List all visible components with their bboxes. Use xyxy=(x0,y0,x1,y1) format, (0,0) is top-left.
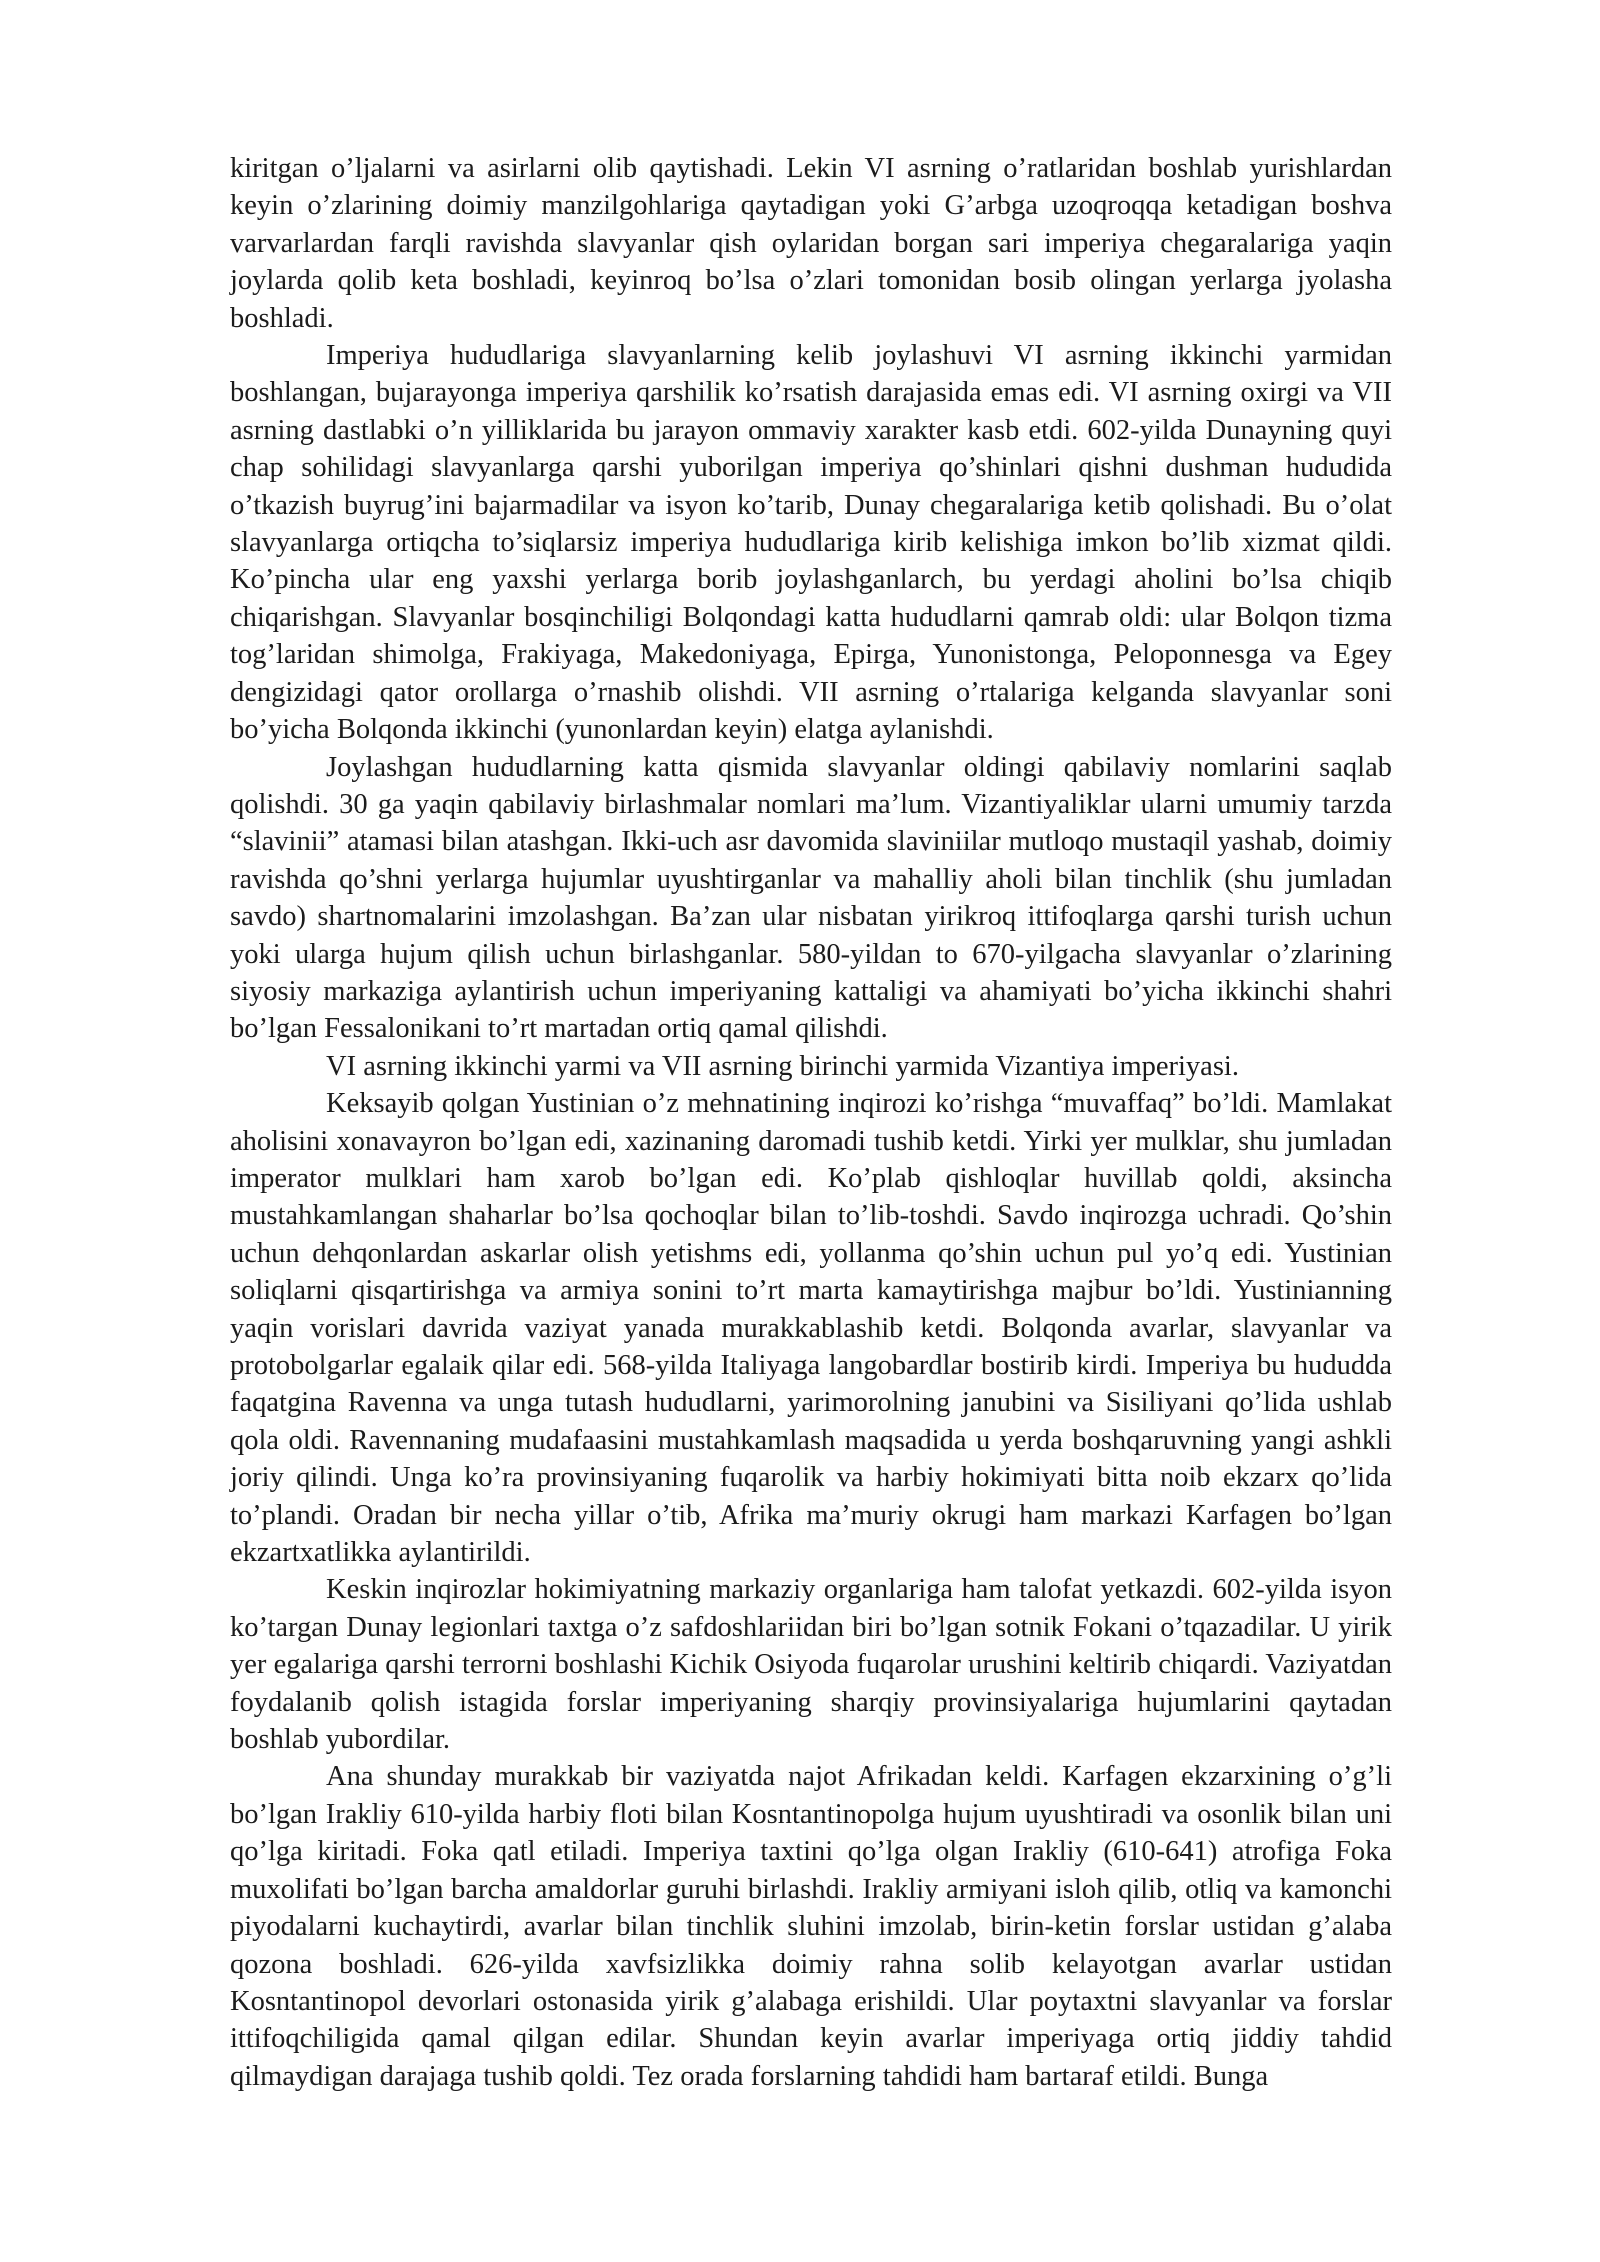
paragraph-2: Imperiya hududlariga slavyanlarning kelib joylashuvi VI asrning ikkinchi yarmidan boshlangan, bujarayonga imperiya qarshilik ko’rsatish darajasida emas edi. VI asrning oxirgi va VII asrning dastlabki o’n yilliklarida bu jarayon ommaviy xarakter kasb etdi. 602-yilda Dunayning quyi chap sohilidagi slavyanlarga qarshi yuborilgan imperiya qo’shinlari qishni dushman hududida o’tkazish buyrug’ini bajarmadilar va isyon ko’tarib, Dunay chegaralariga ketib qolishadi. Bu o’olat slavyanlarga ortiqcha to’siqlarsiz imperiya hududlariga kirib kelishiga imkon bo’lib xizmat qildi. Ko’pincha ular eng yaxshi yerlarga borib joylashganlarch, bu yerdagi aholini bo’lsa chiqib chiqarishgan. Slavyanlar bosqinchiligi Bolqondagi katta hududlarni qamrab oldi: ular Bolqon tizma tog’laridan shimolga, Frakiyaga, Makedoniyaga, Epirga, Yunonistonga, Peloponnesga va Egey dengizidagi qator orollarga o’rnashib olishdi. VII asrning o’rtalariga kelganda slavyanlar soni bo’yicha Bolqonda ikkinchi (yunonlardan keyin) elatga aylanishdi. xyxy=(230,340,1392,746)
document-page xyxy=(230,150,1392,2095)
paragraph-5: Keksayib qolgan Yustinian o’z mehnatining inqirozi ko’rishga “muvaffaq” bo’ldi. Mamlakat aholisini xonavayron bo’lgan edi, xazinaning daromadi tushib ketdi. Yirki yer mulklar, shu jumladan imperator mulklari ham xarob bo’lgan edi. Ko’plab qishloqlar huvillab qoldi, aksincha mustahkamlangan shaharlar bo’lsa qochoqlar bilan to’lib-toshdi. Savdo inqirozga uchradi. Qo’shin uchun dehqonlardan askarlar olish yetishms edi, yollanma qo’shin uchun pul yo’q edi. Yustinian soliqlarni qisqartirishga va armiya sonini to’rt marta kamaytirishga majbur bo’ldi. Yustinianning yaqin vorislari davrida vaziyat yanada murakkablashib ketdi. Bolqonda avarlar, slavyanlar va protobolgarlar egalaik qilar edi. 568-yilda Italiyaga langobardlar bostirib kirdi. Imperiya bu hududda faqatgina Ravenna va unga tutash hududlarni, yarimorolning janubini va Sisiliyani qo’lida ushlab qola oldi. Ravennaning mudafaasini mustahkamlash maqsadida u yerda boshqaruvning yangi ashkli joriy qilindi. Unga ko’ra provinsiyaning fuqarolik va harbiy hokimiyati bitta noib ekzarx qo’lida to’plandi. Oradan bir necha yillar o’tib, Afrika ma’muriy okrugi ham markazi Karfagen bo’lgan ekzartxatlikka aylantirildi. xyxy=(230,1088,1392,1569)
paragraph-3: Joylashgan hududlarning katta qismida slavyanlar oldingi qabilaviy nomlarini saqlab qolishdi. 30 ga yaqin qabilaviy birlashmalar nomlari ma’lum. Vizantiyaliklar ularni umumiy tarzda “slavinii” atamasi bilan atashgan. Ikki-uch asr davomida slaviniilar mutloqo mustaqil yashab, doimiy ravishda qo’shni yerlarga hujumlar uyushtirganlar va mahalliy aholi bilan tinchlik (shu jumladan savdo) shartnomalarini imzolashgan. Ba’zan ular nisbatan yirikroq ittifoqlarga qarshi turish uchun yoki ularga hujum qilish uchun birlashganlar. 580-yildan to 670-yilgacha slavyanlar o’zlarining siyosiy markaziga aylantirish uchun imperiyaning kattaligi va ahamiyati bo’yicha ikkinchi shahri bo’lgan Fessalonikani to’rt martadan ortiq qamal qilishdi. xyxy=(230,751,1392,1045)
paragraph-7: Ana shunday murakkab bir vaziyatda najot Afrikadan keldi. Karfagen ekzarxining o’g’li bo’lgan Irakliy 610-yilda harbiy floti bilan Kosntantinopolga hujum uyushtiradi va osonlik bilan uni qo’lga kiritadi. Foka qatl etiladi. Imperiya taxtini qo’lga olgan Irakliy (610-641) atrofiga Foka muxolifati bo’lgan barcha amaldorlar guruhi birlashdi. Irakliy armiyani isloh qilib, otliq va kamonchi piyodalarni kuchaytirdi, avarlar bilan tinchlik sluhini imzolab, birin-ketin forslar ustidan g’alaba qozona boshladi. 626-yilda xavfsizlikka doimiy rahna solib kelayotgan avarlar ustidan Kosntantinopol devorlari ostonasida yirik g’alabaga erishildi. Ular poytaxtni slavyanlar va forslar ittifoqchiligida qamal qilgan edilar. Shundan keyin avarlar imperiyaga ortiq jiddiy tahdid qilmaydigan darajaga tushib qoldi. Tez orada forslarning tahdidi ham bartaraf etildi. Bunga xyxy=(230,1761,1392,2092)
paragraph-1: kiritgan o’ljalarni va asirlarni olib qaytishadi. Lekin VI asrning o’ratlaridan boshlab yurishlardan keyin o’zlarining doimiy manzilgohlariga qaytadigan yoki G’arbga uzoqroqqa ketadigan boshva varvarlardan farqli ravishda slavyanlar qish oylaridan borgan sari imperiya chegaralariga yaqin joylarda qolib keta boshladi, keyinroq bo’lsa o’zlari tomonidan bosib olingan yerlarga jyolasha boshladi. xyxy=(230,153,1392,334)
section-heading: VI asrning ikkinchi yarmi va VII asrning birinchi yarmida Vizantiya imperiyasi. xyxy=(326,1050,1239,1082)
paragraph-6: Keskin inqirozlar hokimiyatning markaziy organlariga ham talofat yetkazdi. 602-yilda isyon ko’targan Dunay legionlari taxtga o’z safdoshlariidan biri bo’lgan sotnik Fokani o’tqazadilar. U yirik yer egalariga qarshi terrorni boshlashi Kichik Osiyoda fuqarolar urushini keltirib chiqardi. Vaziyatdan foydalanib qolish istagida forslar imperiyaning sharqiy provinsiyalariga hujumlarini qaytadan boshlab yubordilar. xyxy=(230,1574,1392,1756)
